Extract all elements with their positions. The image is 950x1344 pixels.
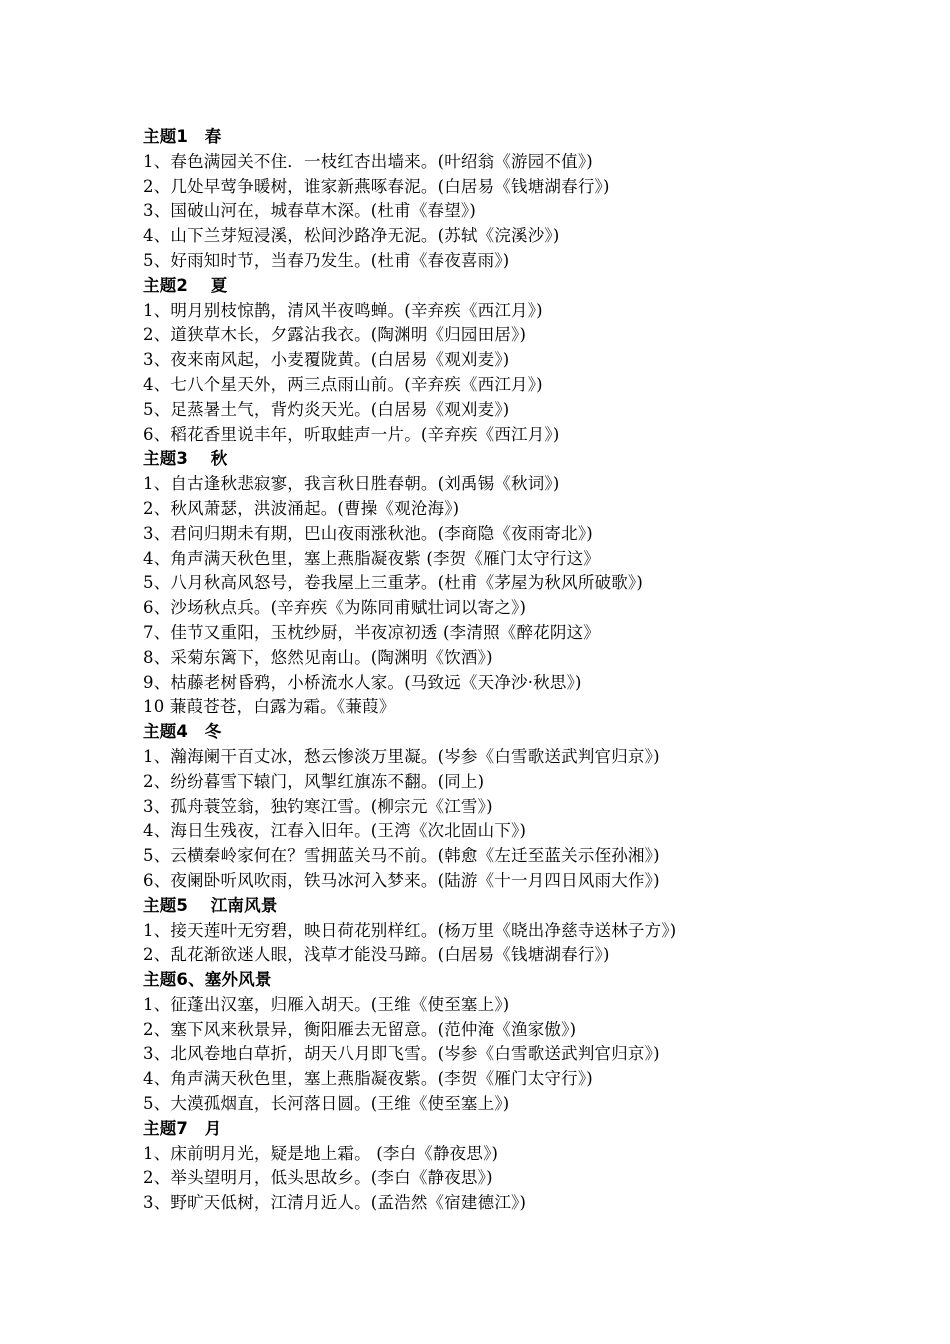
poem-line: 1、自古逢秋悲寂寥，我言秋日胜春朝。(刘禹锡《秋词》) [143, 474, 560, 494]
section-heading: 主题7 月 [143, 1118, 222, 1138]
poem-line: 1、接天莲叶无穷碧，映日荷花别样红。(杨万里《晓出净慈寺送林子方》) [143, 920, 677, 940]
poem-line: 6、稻花香里说丰年，听取蛙声一片。(辛弃疾《西江月》) [143, 424, 560, 444]
document-page [143, 125, 943, 1216]
poem-line: 5、云横秦岭家何在？雪拥蓝关马不前。(韩愈《左迁至蓝关示侄孙湘》) [143, 846, 660, 866]
poem-line: 3、野旷天低树，江清月近人。(孟浩然《宿建德江》) [143, 1193, 527, 1213]
poem-line: 3、北风卷地白草折，胡天八月即飞雪。(岑参《白雪歌送武判官归京》) [143, 1044, 660, 1064]
poem-line: 10 蒹葭苍苍，白露为霜。《蒹葭》 [143, 697, 396, 717]
poem-line: 3、君问归期未有期，巴山夜雨涨秋池。(李商隐《夜雨寄北》) [143, 523, 593, 543]
poem-line: 4、山下兰芽短浸溪，松间沙路净无泥。(苏轼《浣溪沙》) [143, 226, 560, 246]
poem-line: 3、夜来南风起，小麦覆陇黄。(白居易《观刈麦》) [143, 350, 510, 370]
poem-line: 1、床前明月光，疑是地上霜。 (李白《静夜思》) [143, 1143, 499, 1163]
poem-line: 3、国破山河在，城春草木深。(杜甫《春望》) [143, 201, 477, 221]
section-heading: 主题6、塞外风景 [143, 970, 272, 990]
section-moon [143, 1117, 943, 1216]
poem-line: 5、好雨知时节，当春乃发生。(杜甫《春夜喜雨》) [143, 250, 510, 270]
poem-line: 2、几处早莺争暖树，谁家新燕啄春泥。(白居易《钱塘湖春行》) [143, 176, 610, 196]
poem-line: 5、大漠孤烟直，长河落日圆。(王维《使至塞上》) [143, 1094, 510, 1114]
section-heading: 主题3 秋 [143, 449, 228, 469]
poem-line: 4、角声满天秋色里，塞上燕脂凝夜紫。(李贺《雁门太守行》) [143, 1069, 593, 1089]
section-jiangnan-scenery [143, 894, 943, 968]
poem-line: 6、夜阑卧听风吹雨，铁马冰河入梦来。(陆游《十一月四日风雨大作》) [143, 870, 660, 890]
section-heading: 主题2 夏 [143, 275, 228, 295]
section-summer [143, 274, 943, 448]
poem-line: 2、纷纷暮雪下辕门，风掣红旗冻不翻。(同上) [143, 771, 485, 791]
poem-line: 1、明月别枝惊鹊，清风半夜鸣蝉。(辛弃疾《西江月》) [143, 300, 543, 320]
poem-line: 1、瀚海阑干百丈冰，愁云惨淡万里凝。(岑参《白雪歌送武判官归京》) [143, 746, 660, 766]
poem-line: 2、塞下风来秋景异，衡阳雁去无留意。(范仲淹《渔家傲》) [143, 1019, 577, 1039]
section-spring [143, 125, 943, 274]
poem-line: 9、枯藤老树昏鸦，小桥流水人家。(马致远《天净沙·秋思》) [143, 672, 582, 692]
poem-line: 5、足蒸暑土气，背灼炎天光。(白居易《观刈麦》) [143, 399, 510, 419]
section-winter [143, 720, 943, 894]
poem-line: 4、七八个星天外，两三点雨山前。(辛弃疾《西江月》) [143, 374, 543, 394]
section-frontier-scenery [143, 968, 943, 1117]
poem-line: 7、佳节又重阳，玉枕纱厨，半夜凉初透 (李清照《醉花阴这》 [143, 622, 600, 642]
poem-line: 2、乱花渐欲迷人眼，浅草才能没马蹄。(白居易《钱塘湖春行》) [143, 945, 610, 965]
poem-line: 2、道狭草木长，夕露沾我衣。(陶渊明《归园田居》) [143, 325, 527, 345]
poem-line: 2、秋风萧瑟，洪波涌起。(曹操《观沧海》) [143, 498, 460, 518]
poem-line: 4、角声满天秋色里，塞上燕脂凝夜紫 (李贺《雁门太守行这》 [143, 548, 600, 568]
poem-line: 5、八月秋高风怒号，卷我屋上三重茅。(杜甫《茅屋为秋风所破歌》) [143, 573, 644, 593]
poem-line: 6、沙场秋点兵。(辛弃疾《为陈同甫赋壮词以寄之》) [143, 598, 527, 618]
poem-line: 2、举头望明月，低头思故乡。(李白《静夜思》) [143, 1168, 493, 1188]
poem-line: 1、征蓬出汉塞，归雁入胡天。(王维《使至塞上》) [143, 994, 510, 1014]
poem-line: 4、海日生残夜，江春入旧年。(王湾《次北固山下》) [143, 821, 527, 841]
section-autumn [143, 447, 943, 720]
section-heading: 主题1 春 [143, 127, 222, 146]
poem-line: 8、采菊东篱下，悠然见南山。(陶渊明《饮酒》) [143, 647, 493, 667]
section-heading: 主题5 江南风景 [143, 895, 278, 915]
section-heading: 主题4 冬 [143, 722, 222, 742]
poem-line: 1、春色满园关不住．一枝红杏出墙来。(叶绍翁《游园不值》) [143, 151, 593, 171]
poem-line: 3、孤舟蓑笠翁，独钓寒江雪。(柳宗元《江雪》) [143, 796, 493, 816]
